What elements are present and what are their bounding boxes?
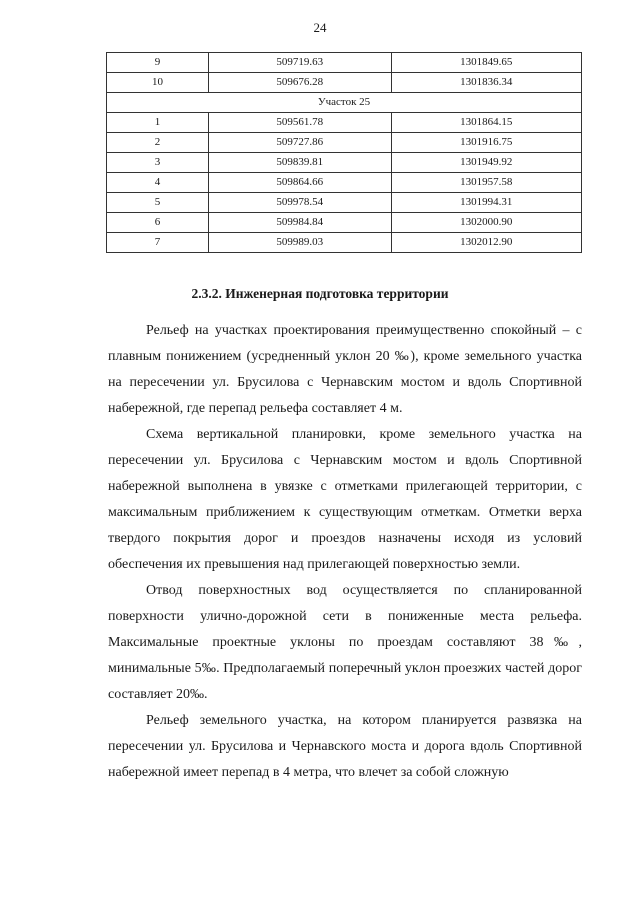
x-coordinate-cell: 509864.66 — [209, 173, 392, 193]
paragraph: Схема вертикальной планировки, кроме земельного участка на пересечении ул. Брусилова с Чернавским мостом и вдоль Спортивной набережной выполнена в увязке с отметками прилегающей территории, с максимальным приближением к существующим отметкам. Отметки верха твердого покрытия дорог и проездов назначены исходя из условий обеспечения их превышения над прилегающей поверхностью земли. — [108, 427, 582, 572]
point-number-cell: 6 — [107, 213, 209, 233]
x-coordinate-cell: 509727.86 — [209, 133, 392, 153]
y-coordinate-cell: 1301949.92 — [391, 153, 582, 173]
y-coordinate-cell: 1302012.90 — [391, 233, 582, 253]
y-coordinate-cell: 1301957.58 — [391, 173, 582, 193]
coordinates-table — [106, 52, 582, 253]
x-coordinate-cell: 509989.03 — [209, 233, 392, 253]
x-coordinate-cell: 509719.63 — [209, 53, 392, 73]
table-row — [107, 213, 582, 233]
table-row — [107, 153, 582, 173]
point-number-cell: 2 — [107, 133, 209, 153]
table-row — [107, 133, 582, 153]
table-row — [107, 53, 582, 73]
table-row — [107, 233, 582, 253]
point-number-cell: 10 — [107, 73, 209, 93]
x-coordinate-cell: 509561.78 — [209, 113, 392, 133]
point-number-cell: 5 — [107, 193, 209, 213]
paragraph: Рельеф земельного участка, на котором планируется развязка на пересечении ул. Брусилова и Чернавского моста и дорога вдоль Спортивной набережной имеет перепад в 4 метра, что влечет за собой сложную — [108, 713, 582, 780]
table-row — [107, 73, 582, 93]
table-row — [107, 173, 582, 193]
x-coordinate-cell: 509676.28 — [209, 73, 392, 93]
point-number-cell: 3 — [107, 153, 209, 173]
point-number-cell: 9 — [107, 53, 209, 73]
table-row — [107, 193, 582, 213]
section-heading: 2.3.2. Инженерная подготовка территории — [191, 286, 449, 301]
y-coordinate-cell: 1301836.34 — [391, 73, 582, 93]
point-number-cell: 7 — [107, 233, 209, 253]
section-row — [107, 93, 582, 113]
page-number: 24 — [313, 20, 327, 35]
y-coordinate-cell: 1302000.90 — [391, 213, 582, 233]
x-coordinate-cell: 509978.54 — [209, 193, 392, 213]
body-text — [108, 318, 582, 786]
table-row — [107, 113, 582, 133]
y-coordinate-cell: 1301994.31 — [391, 193, 582, 213]
point-number-cell: 1 — [107, 113, 209, 133]
paragraph: Рельеф на участках проектирования преимущественно спокойный – с плавным понижением (усредненный уклон 20 ‰), кроме земельного участка на пересечении ул. Брусилова с Чернавским мостом и вдоль Спортивной набережной, где перепад рельефа составляет 4 м. — [108, 323, 582, 416]
y-coordinate-cell: 1301864.15 — [391, 113, 582, 133]
x-coordinate-cell: 509839.81 — [209, 153, 392, 173]
y-coordinate-cell: 1301916.75 — [391, 133, 582, 153]
section-label: Участок 25 — [107, 93, 582, 113]
x-coordinate-cell: 509984.84 — [209, 213, 392, 233]
point-number-cell: 4 — [107, 173, 209, 193]
y-coordinate-cell: 1301849.65 — [391, 53, 582, 73]
paragraph: Отвод поверхностных вод осуществляется по спланированной поверхности улично-дорожной сети в пониженные места рельефа. Максимальные проектные уклоны по проездам составляют 38‰, минимальные 5‰. Предполагаемый поперечный уклон проезжих частей дорог составляет 20‰. — [108, 583, 582, 702]
